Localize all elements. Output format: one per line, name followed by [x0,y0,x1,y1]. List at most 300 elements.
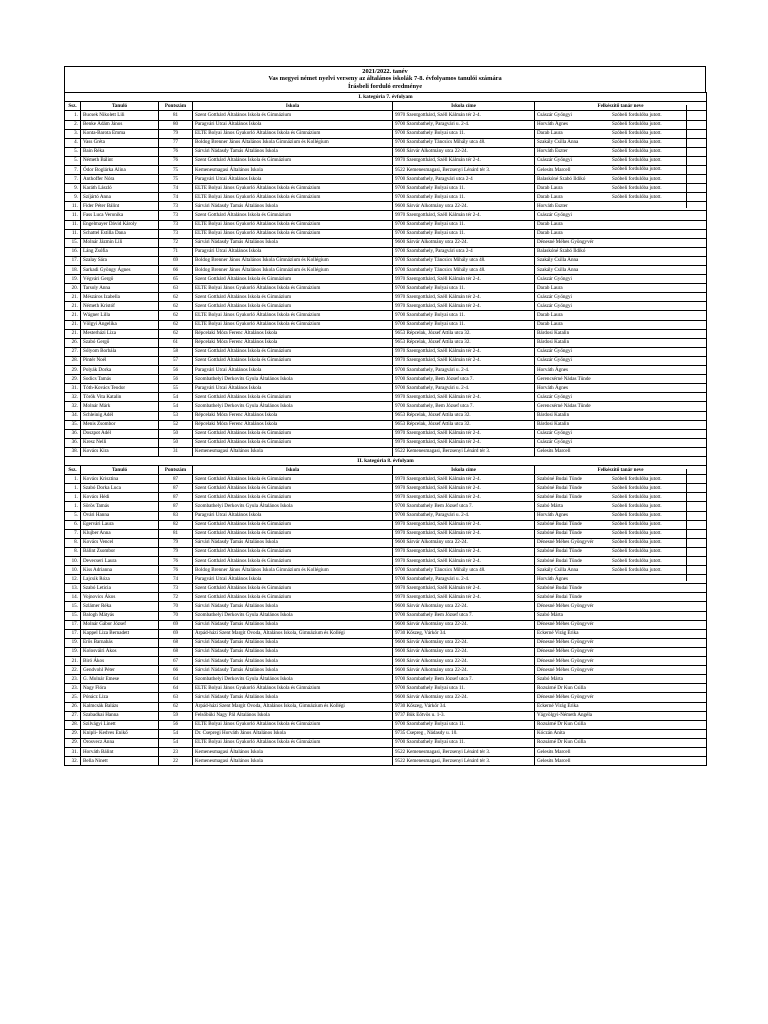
cell-address: 9700 Szombathely Táncsics Mihály utca 48. [393,566,535,575]
cell-address: 9600 Sárvár Alkotmány utca 22-24. [393,538,535,547]
cell-address: 9653 Répcelak, József Attila utca 32. [393,338,535,347]
cell-teacher: Darab Laura [535,320,707,329]
cell-score: 71 [159,247,193,256]
cell-school: Sárvári Nádasdy Tamás Általános Iskola [193,647,393,656]
cell-score: 50 [159,429,193,438]
cell-score: 73 [159,220,193,229]
cell-score: 52 [159,420,193,429]
cell-score: 23 [159,747,193,756]
cell-school: Kemenesmagasi Általános Iskola [193,447,393,456]
cell-address: 9700 Szombathely Bolyai utca 11. [393,220,535,229]
cell-student: Pónácz Liza [81,693,159,702]
cell-teacher: Horváth Eszter [535,147,707,156]
table-row [65,666,707,675]
oral-round-note: Szóbeli fordulóba jutott. [612,484,662,491]
cell-teacher: Császár Gyöngyi [535,393,707,402]
cell-score: 69 [159,629,193,638]
cell-teacher: Vágvölgyi-Németh Angéla [535,711,707,720]
table-row [65,675,707,684]
cell-school: ELTE Bolyai János Gyakorló Általános Iskola és Gimnázium [193,284,393,293]
table-row [65,275,707,284]
cell-teacher: Szabóné Budai Tünde [535,520,707,529]
cell-teacher: Bárdosi Katalin [535,329,707,338]
cell-student: Vojnovics Ákos [81,593,159,602]
table-row [65,566,707,575]
cell-rank: 38. [65,447,81,456]
cell-teacher: Horváth Ágnes [535,366,707,375]
cell-rank: 1. [65,475,81,484]
cell-student: Menis Zsombor [81,420,159,429]
cell-score: 56 [159,375,193,384]
school-year: 2021/2022. tanév [362,68,408,75]
cell-score: 56 [159,720,193,729]
cell-student: Bucsek Nikolett Lili [81,111,159,120]
table-row [65,293,707,302]
cell-school: Sárvári Nádasdy Tamás Általános Iskola [193,657,393,666]
table-row [65,529,707,538]
cell-address: 9700 Szombathely, Paragvári u. 2-4. [393,366,535,375]
cell-teacher: Balaskóné Szabó Ildikó [535,175,707,184]
cell-student: G. Molnár Emese [81,675,159,684]
cell-address: 9700 Szombathely Táncsics Mihály utca 48. [393,266,535,275]
cell-school: ELTE Bolyai János Gyakorló Általános Iskola és Gimnázium [193,311,393,320]
column-header-rank: Ssz. [65,102,81,111]
cell-address: 9700 Szombathely, Paragvári utca 2-4 [393,247,535,256]
table-row [65,165,707,174]
cell-address: 9970 Szentgotthárd, Széll Kálmán tér 2-4. [393,593,535,602]
cell-rank: 31. [65,384,81,393]
cell-score: 72 [159,593,193,602]
cell-school: Árpád-házi Szent Margit Óvoda, Általános Iskola, Gimnázium és Kollégi [193,629,393,638]
cell-school: Szent Gotthárd Általános Iskola és Gimnázium [193,584,393,593]
table-row [65,138,707,147]
cell-student: Kresz Nelli [81,438,159,447]
cell-score: 58 [159,347,193,356]
cell-student: Tóth-Kovács Teodor [81,384,159,393]
cell-school: Boldog Brenner János Általános Iskola Gimnázium és Kollégium [193,566,393,575]
cell-teacher: Szakály Csilla Anna [535,566,707,575]
cell-student: Egervári Laura [81,520,159,529]
cell-student: Wágner Lilla [81,311,159,320]
column-header-score: Pontszám [159,102,193,111]
table-row [65,747,707,756]
competition-title: Vas megyei német nyelvi verseny az általános iskolák 7-8. évfolyamos tanulói számára [268,75,502,83]
cell-address: 9970 Szentgotthárd, Széll Kálmán tér 2-4. [393,529,535,538]
table-row [65,320,707,329]
cell-rank: 13. [65,584,81,593]
cell-address: 9600 Sárvár Alkotmány utca 22-24. [393,666,535,675]
cell-teacher: Gerencsérné Nádas Tünde [535,402,707,411]
cell-address: 9730 Kőszeg, Várkör 34. [393,702,535,711]
cell-address: 9970 Szentgotthárd, Széll Kálmán tér 2-4. [393,156,535,165]
cell-score: 87 [159,493,193,502]
oral-round-note: Szóbeli fordulóba jutott. [612,475,662,482]
cell-rank: 8. [65,538,81,547]
cell-address: 9700 Szombathely, Paragvári u. 2-4. [393,120,535,129]
cell-score: 53 [159,411,193,420]
cell-score: 70 [159,611,193,620]
cell-student: Klujber Anna [81,529,159,538]
cell-rank: 6. [65,520,81,529]
results-sheet [64,66,706,766]
cell-rank: 10. [65,566,81,575]
table-row [65,511,707,520]
cell-score: 73 [159,584,193,593]
cell-rank: 11. [65,220,81,229]
cell-address: 9522 Kemenesmagasi, Berzsenyi Lénárd tér 3. [393,165,535,174]
table-row [65,602,707,611]
cell-student: Lajcsik Róza [81,575,159,584]
cell-student: Orosvecz Anna [81,738,159,747]
cell-student: Bain Réka [81,147,159,156]
cell-school: ELTE Bolyai János Gyakorló Általános Iskola és Gimnázium [193,720,393,729]
cell-rank: 15. [65,238,81,247]
cell-teacher: Császár Gyöngyi [535,302,707,311]
cell-school: Szent Gotthárd Általános Iskola és Gimnázium [193,356,393,365]
cell-score: 77 [159,138,193,147]
cell-student: Láng Zsófia [81,247,159,256]
table-row [65,111,707,120]
table-row [65,256,707,265]
column-header-row [65,102,707,111]
cell-teacher: Balaskóné Szabó Ildikó [535,247,707,256]
cell-score: 79 [159,547,193,556]
cell-student: Anthoffer Nóra [81,175,159,184]
cell-address: 9700 Szombathely, Bem József utca 7. [393,402,535,411]
cell-score: 54 [159,393,193,402]
cell-score: 57 [159,356,193,365]
cell-teacher: Dénesné Méhes Gyöngyvér [535,238,707,247]
cell-student: Bella Ninett [81,757,159,766]
table-row [65,120,707,129]
cell-rank: 32. [65,393,81,402]
cell-score: 74 [159,193,193,202]
cell-teacher: Császár Gyöngyi [535,156,707,165]
cell-teacher: Gelesits Marcell [535,757,707,766]
oral-round-note: Szóbeli fordulóba jutott. [612,512,662,519]
cell-score: 56 [159,366,193,375]
cell-address: 9600 Sárvár Alkotmány utca 22-24. [393,657,535,666]
oral-round-note: Szóbeli fordulóba jutott. [612,493,662,500]
cell-score: 54 [159,729,193,738]
cell-address: 9700 Szombathely Bolyai utca 11. [393,720,535,729]
cell-address: 9522 Kemenesmagasi, Berzsenyi Lénárd tér 3. [393,447,535,456]
cell-school: Szent Gotthárd Általános Iskola és Gimnázium [193,429,393,438]
cell-score: 69 [159,620,193,629]
cell-school: Sárvári Nádasdy Tamás Általános Iskola [193,602,393,611]
cell-rank: 34. [65,411,81,420]
cell-score: 62 [159,702,193,711]
cell-address: 9970 Szentgotthárd, Széll Kálmán tér 2-4. [393,547,535,556]
cell-teacher: Darab Laura [535,129,707,138]
cell-teacher: Császár Gyöngyi [535,356,707,365]
cell-school: Sárvári Nádasdy Tamás Általános Iskola [193,638,393,647]
cell-teacher: Rozsárné Dr Kun Csilla [535,720,707,729]
cell-score: 59 [159,711,193,720]
cell-school: Szent Gotthárd Általános Iskola és Gimnázium [193,475,393,484]
cell-rank: 1. [65,493,81,502]
cell-school: Szombathelyi Derkovits Gyula Általános Iskola [193,675,393,684]
cell-school: Paragvári Utcai Általános Iskola [193,511,393,520]
cell-school: Szent Gotthárd Általános Iskola és Gimnázium [193,211,393,220]
cell-rank: 21. [65,657,81,666]
cell-student: Erős Barnabás [81,638,159,647]
column-header-address: Iskola címe [393,102,535,111]
cell-rank: 17. [65,629,81,638]
cell-teacher: Bárdosi Katalin [535,420,707,429]
cell-school: Szent Gotthárd Általános Iskola és Gimnázium [193,520,393,529]
table-row [65,366,707,375]
column-header-address: Iskola címe [393,466,535,475]
cell-student: Molnár Gábor József [81,620,159,629]
table-row [65,193,707,202]
table-row [65,757,707,766]
cell-teacher: Bárdosi Katalin [535,411,707,420]
cell-rank: 18. [65,266,81,275]
cell-school: Szent Gotthárd Általános Iskola és Gimnázium [193,493,393,502]
table-row [65,557,707,566]
oral-round-note: Szóbeli fordulóba jutott. [612,130,662,137]
oral-round-note: Szóbeli fordulóba jutott. [612,539,662,546]
cell-teacher: Szakály Csilla Anna [535,256,707,265]
cell-score: 66 [159,266,193,275]
cell-teacher: Horváth Ágnes [535,384,707,393]
table-row [65,329,707,338]
cell-school: ELTE Bolyai János Gyakorló Általános Iskola és Gimnázium [193,320,393,329]
cell-address: 9970 Szentgotthárd, Széll Kálmán tér 2-4. [393,356,535,365]
cell-address: 9970 Szentgotthárd, Széll Kálmán tér 2-4. [393,520,535,529]
cell-score: 83 [159,511,193,520]
cell-school: Kemenesmagasi Általános Iskola [193,757,393,766]
cell-address: 9700 Szombathely Bolyai utca 11. [393,193,535,202]
cell-rank: 11. [65,229,81,238]
cell-school: Szent Gotthárd Általános Iskola és Gimnázium [193,111,393,120]
table-row [65,384,707,393]
cell-student: Kovács Vencel [81,538,159,547]
cell-address: 9970 Szentgotthárd, Széll Kálmán tér 2-4. [393,429,535,438]
cell-address: 9522 Kemenesmagasi, Berzsenyi Lénárd tér 3. [393,747,535,756]
cell-student: Ódor Boglárka Alina [81,165,159,174]
cell-student: Doszpot Adél [81,429,159,438]
cell-school: Répcelaki Móra Ferenc Általános Iskola [193,329,393,338]
category-title: II. kategória 8. évfolyam [65,456,707,465]
cell-teacher: Eckerné Virág Erika [535,702,707,711]
cell-school: ELTE Bolyai János Gyakorló Általános Iskola és Gimnázium [193,738,393,747]
cell-school: Szent Gotthárd Általános Iskola és Gimnázium [193,593,393,602]
cell-student: Szabadkai Hanna [81,711,159,720]
cell-rank: 19. [65,638,81,647]
cell-student: Kappel Liza Bernadett [81,629,159,638]
cell-school: Szombathelyi Derkovits Gyula Általános Iskola [193,402,393,411]
cell-teacher: Horváth Ágnes [535,511,707,520]
cell-rank: 27. [65,347,81,356]
cell-address: 9700 Szombathely Bolyai utca 11. [393,320,535,329]
cell-school: Paragvári Utcai Általános Iskola [193,575,393,584]
cell-school: Sárvári Nádasdy Tamás Általános Iskola [193,620,393,629]
cell-score: 22 [159,757,193,766]
cell-school: ELTE Bolyai János Gyakorló Általános Iskola és Gimnázium [193,229,393,238]
table-row [65,211,707,220]
table-row [65,338,707,347]
cell-rank: 22. [65,666,81,675]
cell-rank: 1. [65,502,81,511]
oral-round-note: Szóbeli fordulóba jutott. [612,139,662,146]
cell-score: 73 [159,202,193,211]
table-row [65,156,707,165]
cell-school: Dr. Csepregi Horváth János Általános Iskola [193,729,393,738]
table-row [65,147,707,156]
cell-school: Sárvári Nádasdy Tamás Általános Iskola [193,202,393,211]
cell-rank: 21. [65,320,81,329]
cell-school: Paragvári Utcai Általános Iskola [193,247,393,256]
cell-student: Molnár Jázmin Lili [81,238,159,247]
table-row [65,311,707,320]
cell-rank: 19. [65,647,81,656]
cell-teacher: Császár Gyöngyi [535,429,707,438]
cell-rank: 21. [65,302,81,311]
cell-rank: 15. [65,602,81,611]
cell-teacher: Horváth Ágnes [535,575,707,584]
cell-teacher: Dénesné Méhes Gyöngyvér [535,638,707,647]
cell-student: Óvári Hanna [81,511,159,520]
cell-rank: 17. [65,620,81,629]
table-row [65,620,707,629]
cell-rank: 26. [65,702,81,711]
cell-score: 72 [159,238,193,247]
cell-rank: 23. [65,675,81,684]
cell-rank: 28. [65,720,81,729]
cell-rank: 36. [65,429,81,438]
cell-rank: 7. [65,165,81,174]
cell-score: 87 [159,502,193,511]
cell-school: Szent Gotthárd Általános Iskola és Gimnázium [193,484,393,493]
cell-school: Szent Gotthárd Általános Iskola és Gimnázium [193,393,393,402]
cell-student: Tarsoly Anna [81,284,159,293]
table-row [65,438,707,447]
table-row [65,420,707,429]
table-row [65,402,707,411]
cell-teacher: Dénesné Méhes Gyöngyvér [535,620,707,629]
table-row [65,284,707,293]
cell-teacher: Dénesné Méhes Gyöngyvér [535,693,707,702]
table-row [65,647,707,656]
cell-score: 87 [159,475,193,484]
cell-score: 68 [159,638,193,647]
table-row [65,702,707,711]
cell-address: 9700 Szombathely Táncsics Mihály utca 48. [393,256,535,265]
cell-teacher: Dénesné Méhes Gyöngyvér [535,602,707,611]
table-row [65,447,707,456]
cell-student: Mészáros Izabella [81,293,159,302]
cell-address: 9970 Szentgotthárd, Széll Kálmán tér 2-4. [393,293,535,302]
column-header-school: Iskola [193,102,393,111]
table-row [65,538,707,547]
table-row [65,629,707,638]
cell-address: 9700 Szombathely Bolyai utca 11. [393,129,535,138]
cell-score: 65 [159,275,193,284]
table-row [65,484,707,493]
cell-teacher: Szabóné Budai Tünde [535,547,707,556]
oral-round-note: Szóbeli fordulóba jutott. [612,184,662,191]
cell-teacher: Szabóné Budai Tünde [535,493,707,502]
cell-teacher: Szabóné Budai Tünde [535,557,707,566]
cell-rank: 19. [65,275,81,284]
cell-student: Völgyi Angelika [81,320,159,329]
oral-round-note: Szóbeli fordulóba jutott. [612,530,662,537]
cell-rank: 29. [65,375,81,384]
cell-student: Nagy Flóra [81,684,159,693]
cell-rank: 1. [65,484,81,493]
cell-rank: 11. [65,202,81,211]
cell-rank: 32. [65,402,81,411]
cell-address: 9730 Kőszeg, Várkör 34. [393,629,535,638]
cell-school: Szent Gotthárd Általános Iskola és Gimnázium [193,156,393,165]
cell-score: 62 [159,311,193,320]
cell-student: Sörös Tamás [81,502,159,511]
cell-rank: 3. [65,129,81,138]
cell-school: Szent Gotthárd Általános Iskola és Gimnázium [193,557,393,566]
column-header-student: Tanuló [81,466,159,475]
cell-score: 81 [159,111,193,120]
cell-rank: 5. [65,156,81,165]
cell-student: Kiss Adrianna [81,566,159,575]
cell-school: Árpád-házi Szent Margit Óvoda, Általános Iskola, Gimnázium és Kollégi [193,702,393,711]
cell-rank: 31. [65,747,81,756]
table-row [65,729,707,738]
cell-teacher: Császár Gyöngyi [535,275,707,284]
cell-teacher: Darab Laura [535,220,707,229]
category-title: I. kategória 7. évfolyam [65,93,707,102]
table-row [65,738,707,747]
table-row [65,184,707,193]
cell-student: Sólyom Borbála [81,347,159,356]
cell-student: Engelmayer Dávid Károly [81,220,159,229]
cell-score: 79 [159,538,193,547]
cell-school: Szombathelyi Derkovits Gyula Általános Iskola [193,502,393,511]
cell-rank: 25. [65,693,81,702]
cell-student: Polyák Dorka [81,366,159,375]
cell-address: 9700 Szombathely, Bem József utca 7. [393,375,535,384]
cell-teacher: Dénesné Méhes Gyöngyvér [535,647,707,656]
table-row [65,229,707,238]
cell-teacher: Szabóné Budai Tünde [535,593,707,602]
cell-school: Szent Gotthárd Általános Iskola és Gimnázium [193,347,393,356]
cell-rank: 29. [65,738,81,747]
cell-rank: 9. [65,193,81,202]
cell-teacher: Darab Laura [535,311,707,320]
table-row [65,502,707,511]
cell-rank: 27. [65,711,81,720]
cell-address: 9970 Szentgotthárd, Széll Kálmán tér 2-4. [393,557,535,566]
category-row [65,456,707,465]
table-row [65,638,707,647]
cell-rank: 2. [65,120,81,129]
cell-address: 9700 Szombathely, Paragvári u. 2-4. [393,511,535,520]
cell-school: Szent Gotthárd Általános Iskola és Gimnázium [193,438,393,447]
cell-rank: 17. [65,256,81,265]
cell-school: Sárvári Nádasdy Tamás Általános Iskola [193,238,393,247]
cell-rank: 4. [65,138,81,147]
cell-rank: 7. [65,175,81,184]
cell-score: 62 [159,320,193,329]
cell-score: 76 [159,566,193,575]
cell-score: 76 [159,557,193,566]
cell-teacher: Császár Gyöngyi [535,293,707,302]
column-header-row [65,466,707,475]
oral-round-note: Szóbeli fordulóba jutott. [612,557,662,564]
cell-rank: 32. [65,757,81,766]
category-row [65,93,707,102]
